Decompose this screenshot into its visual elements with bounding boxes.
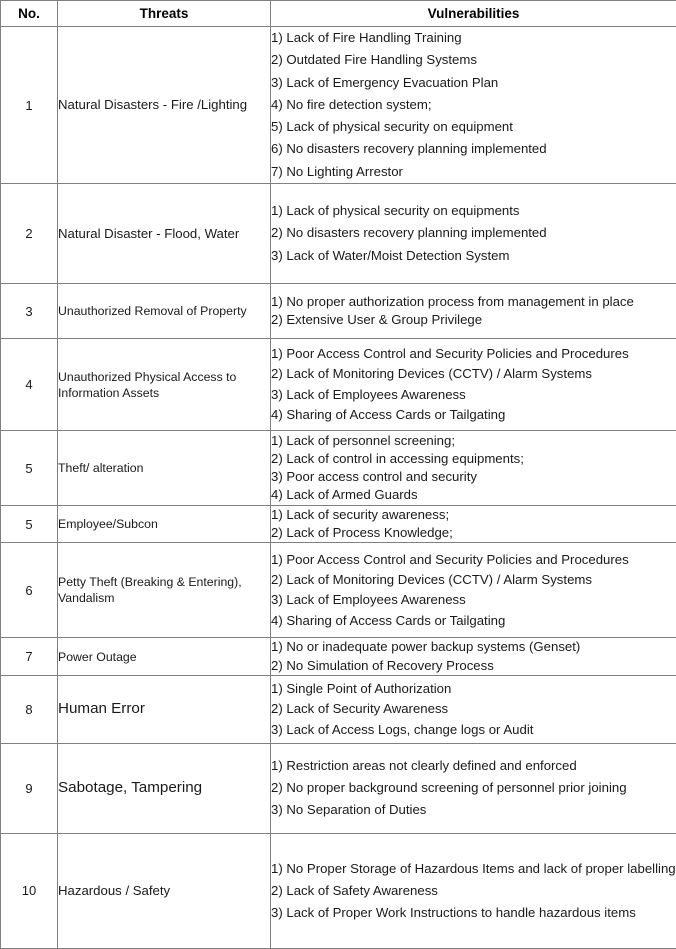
row-number-cell: 8: [1, 675, 58, 743]
vulnerability-item: 3) Lack of Emergency Evacuation Plan: [271, 72, 676, 94]
vulnerability-item: 2) No disasters recovery planning implemented: [271, 222, 676, 244]
vulnerability-item: 2) No proper background screening of personnel prior joining: [271, 777, 676, 799]
table-header: [1, 1, 676, 27]
vulnerability-item: 1) Lack of security awareness;: [271, 506, 676, 524]
vulnerabilities-cell: [271, 431, 676, 506]
vulnerability-list: [271, 432, 676, 505]
vulnerability-list: [271, 506, 676, 542]
threat-label: Petty Theft (Breaking & Entering), Vandalism: [58, 574, 270, 606]
vulnerability-item: 2) Lack of Process Knowledge;: [271, 524, 676, 542]
table-body: [1, 27, 676, 949]
vulnerability-item: 1) Lack of personnel screening;: [271, 432, 676, 450]
vulnerability-item: 6) No disasters recovery planning implemented: [271, 138, 676, 160]
vulnerabilities-cell: [271, 339, 676, 431]
table-row: [1, 284, 676, 339]
vulnerability-item: 3) Lack of Water/Moist Detection System: [271, 245, 676, 267]
vulnerability-list: [271, 200, 676, 267]
row-number-cell: 4: [1, 339, 58, 431]
vulnerability-item: 1) Restriction areas not clearly defined and enforced: [271, 755, 676, 777]
threat-label: Theft/ alteration: [58, 460, 270, 476]
vulnerability-item: 1) No proper authorization process from management in place: [271, 293, 676, 311]
vulnerabilities-cell: [271, 27, 676, 184]
vulnerability-item: 2) Lack of Safety Awareness: [271, 880, 676, 902]
vulnerability-item: 5) Lack of physical security on equipment: [271, 116, 676, 138]
vulnerability-item: 2) Extensive User & Group Privilege: [271, 311, 676, 329]
vulnerability-item: 4) Sharing of Access Cards or Tailgating: [271, 405, 676, 425]
table-row: [1, 184, 676, 284]
threat-label: Unauthorized Removal of Property: [58, 303, 270, 319]
threat-label: Sabotage, Tampering: [58, 778, 270, 798]
vulnerability-item: 2) Lack of Monitoring Devices (CCTV) / Alarm Systems: [271, 570, 676, 590]
threat-cell: [58, 743, 271, 833]
column-header-no: No.: [1, 1, 58, 27]
vulnerabilities-cell: [271, 675, 676, 743]
vulnerability-list: [271, 27, 676, 182]
vulnerability-item: 1) Lack of physical security on equipments: [271, 200, 676, 222]
table-row: [1, 833, 676, 948]
vulnerabilities-cell: [271, 543, 676, 638]
table-row: [1, 543, 676, 638]
row-number-cell: 7: [1, 638, 58, 675]
vulnerability-list: [271, 679, 676, 740]
threat-cell: [58, 284, 271, 339]
threat-label: Human Error: [58, 699, 270, 719]
table-row: [1, 675, 676, 743]
row-number-cell: 3: [1, 284, 58, 339]
vulnerability-item: 4) Lack of Armed Guards: [271, 486, 676, 504]
threat-cell: [58, 833, 271, 948]
vulnerability-item: 2) Lack of control in accessing equipments;: [271, 450, 676, 468]
vulnerability-item: 1) No or inadequate power backup systems (Genset): [271, 638, 676, 656]
row-number-cell: 5: [1, 431, 58, 506]
table-row: [1, 339, 676, 431]
threat-cell: [58, 543, 271, 638]
vulnerability-item: 3) Lack of Employees Awareness: [271, 385, 676, 405]
vulnerability-item: 3) Poor access control and security: [271, 468, 676, 486]
row-number-cell: 1: [1, 27, 58, 184]
vulnerabilities-cell: [271, 184, 676, 284]
column-header-vulnerabilities: Vulnerabilities: [271, 1, 676, 27]
vulnerability-item: 3) No Separation of Duties: [271, 799, 676, 821]
column-header-threats: Threats: [58, 1, 271, 27]
vulnerabilities-cell: [271, 506, 676, 543]
threat-label: Unauthorized Physical Access to Information Assets: [58, 369, 270, 401]
row-number-cell: 2: [1, 184, 58, 284]
row-number-cell: 10: [1, 833, 58, 948]
vulnerability-item: 1) Single Point of Authorization: [271, 679, 676, 699]
vulnerability-list: [271, 638, 676, 674]
threat-cell: [58, 27, 271, 184]
table-row: [1, 431, 676, 506]
vulnerability-item: 3) Lack of Proper Work Instructions to handle hazardous items: [271, 902, 676, 924]
threat-cell: [58, 506, 271, 543]
vulnerability-item: 1) Lack of Fire Handling Training: [271, 27, 676, 49]
vulnerability-list: [271, 344, 676, 426]
vulnerabilities-cell: [271, 284, 676, 339]
threat-label: Hazardous / Safety: [58, 882, 270, 900]
table-row: [1, 27, 676, 184]
vulnerability-item: 2) Outdated Fire Handling Systems: [271, 49, 676, 71]
vulnerability-item: 1) Poor Access Control and Security Policies and Procedures: [271, 550, 676, 570]
threat-label: Employee/Subcon: [58, 516, 270, 532]
vulnerability-item: 4) Sharing of Access Cards or Tailgating: [271, 611, 676, 631]
threat-label: Power Outage: [58, 649, 270, 665]
row-number-cell: 5: [1, 506, 58, 543]
threat-cell: [58, 184, 271, 284]
row-number-cell: 6: [1, 543, 58, 638]
table-header-row: [1, 1, 676, 27]
vulnerabilities-cell: [271, 743, 676, 833]
vulnerability-list: [271, 858, 676, 925]
threat-cell: [58, 675, 271, 743]
row-number-cell: 9: [1, 743, 58, 833]
vulnerability-list: [271, 550, 676, 632]
vulnerability-item: 3) Lack of Access Logs, change logs or Audit: [271, 720, 676, 740]
table-row: [1, 638, 676, 675]
vulnerability-item: 4) No fire detection system;: [271, 94, 676, 116]
vulnerability-item: 3) Lack of Employees Awareness: [271, 590, 676, 610]
table-row: [1, 506, 676, 543]
vulnerability-item: 1) Poor Access Control and Security Policies and Procedures: [271, 344, 676, 364]
threat-cell: [58, 431, 271, 506]
vulnerability-item: 2) Lack of Monitoring Devices (CCTV) / Alarm Systems: [271, 364, 676, 384]
vulnerability-item: 1) No Proper Storage of Hazardous Items and lack of proper labelling: [271, 858, 676, 880]
vulnerability-list: [271, 755, 676, 822]
vulnerabilities-cell: [271, 833, 676, 948]
threat-cell: [58, 339, 271, 431]
vulnerability-list: [271, 293, 676, 329]
vulnerability-item: 2) Lack of Security Awareness: [271, 699, 676, 719]
threat-label: Natural Disasters - Fire /Lighting: [58, 96, 270, 114]
threat-label: Natural Disaster - Flood, Water: [58, 225, 270, 243]
threat-cell: [58, 638, 271, 675]
vulnerability-item: 7) No Lighting Arrestor: [271, 161, 676, 183]
table-row: [1, 743, 676, 833]
vulnerability-item: 2) No Simulation of Recovery Process: [271, 657, 676, 675]
vulnerabilities-cell: [271, 638, 676, 675]
